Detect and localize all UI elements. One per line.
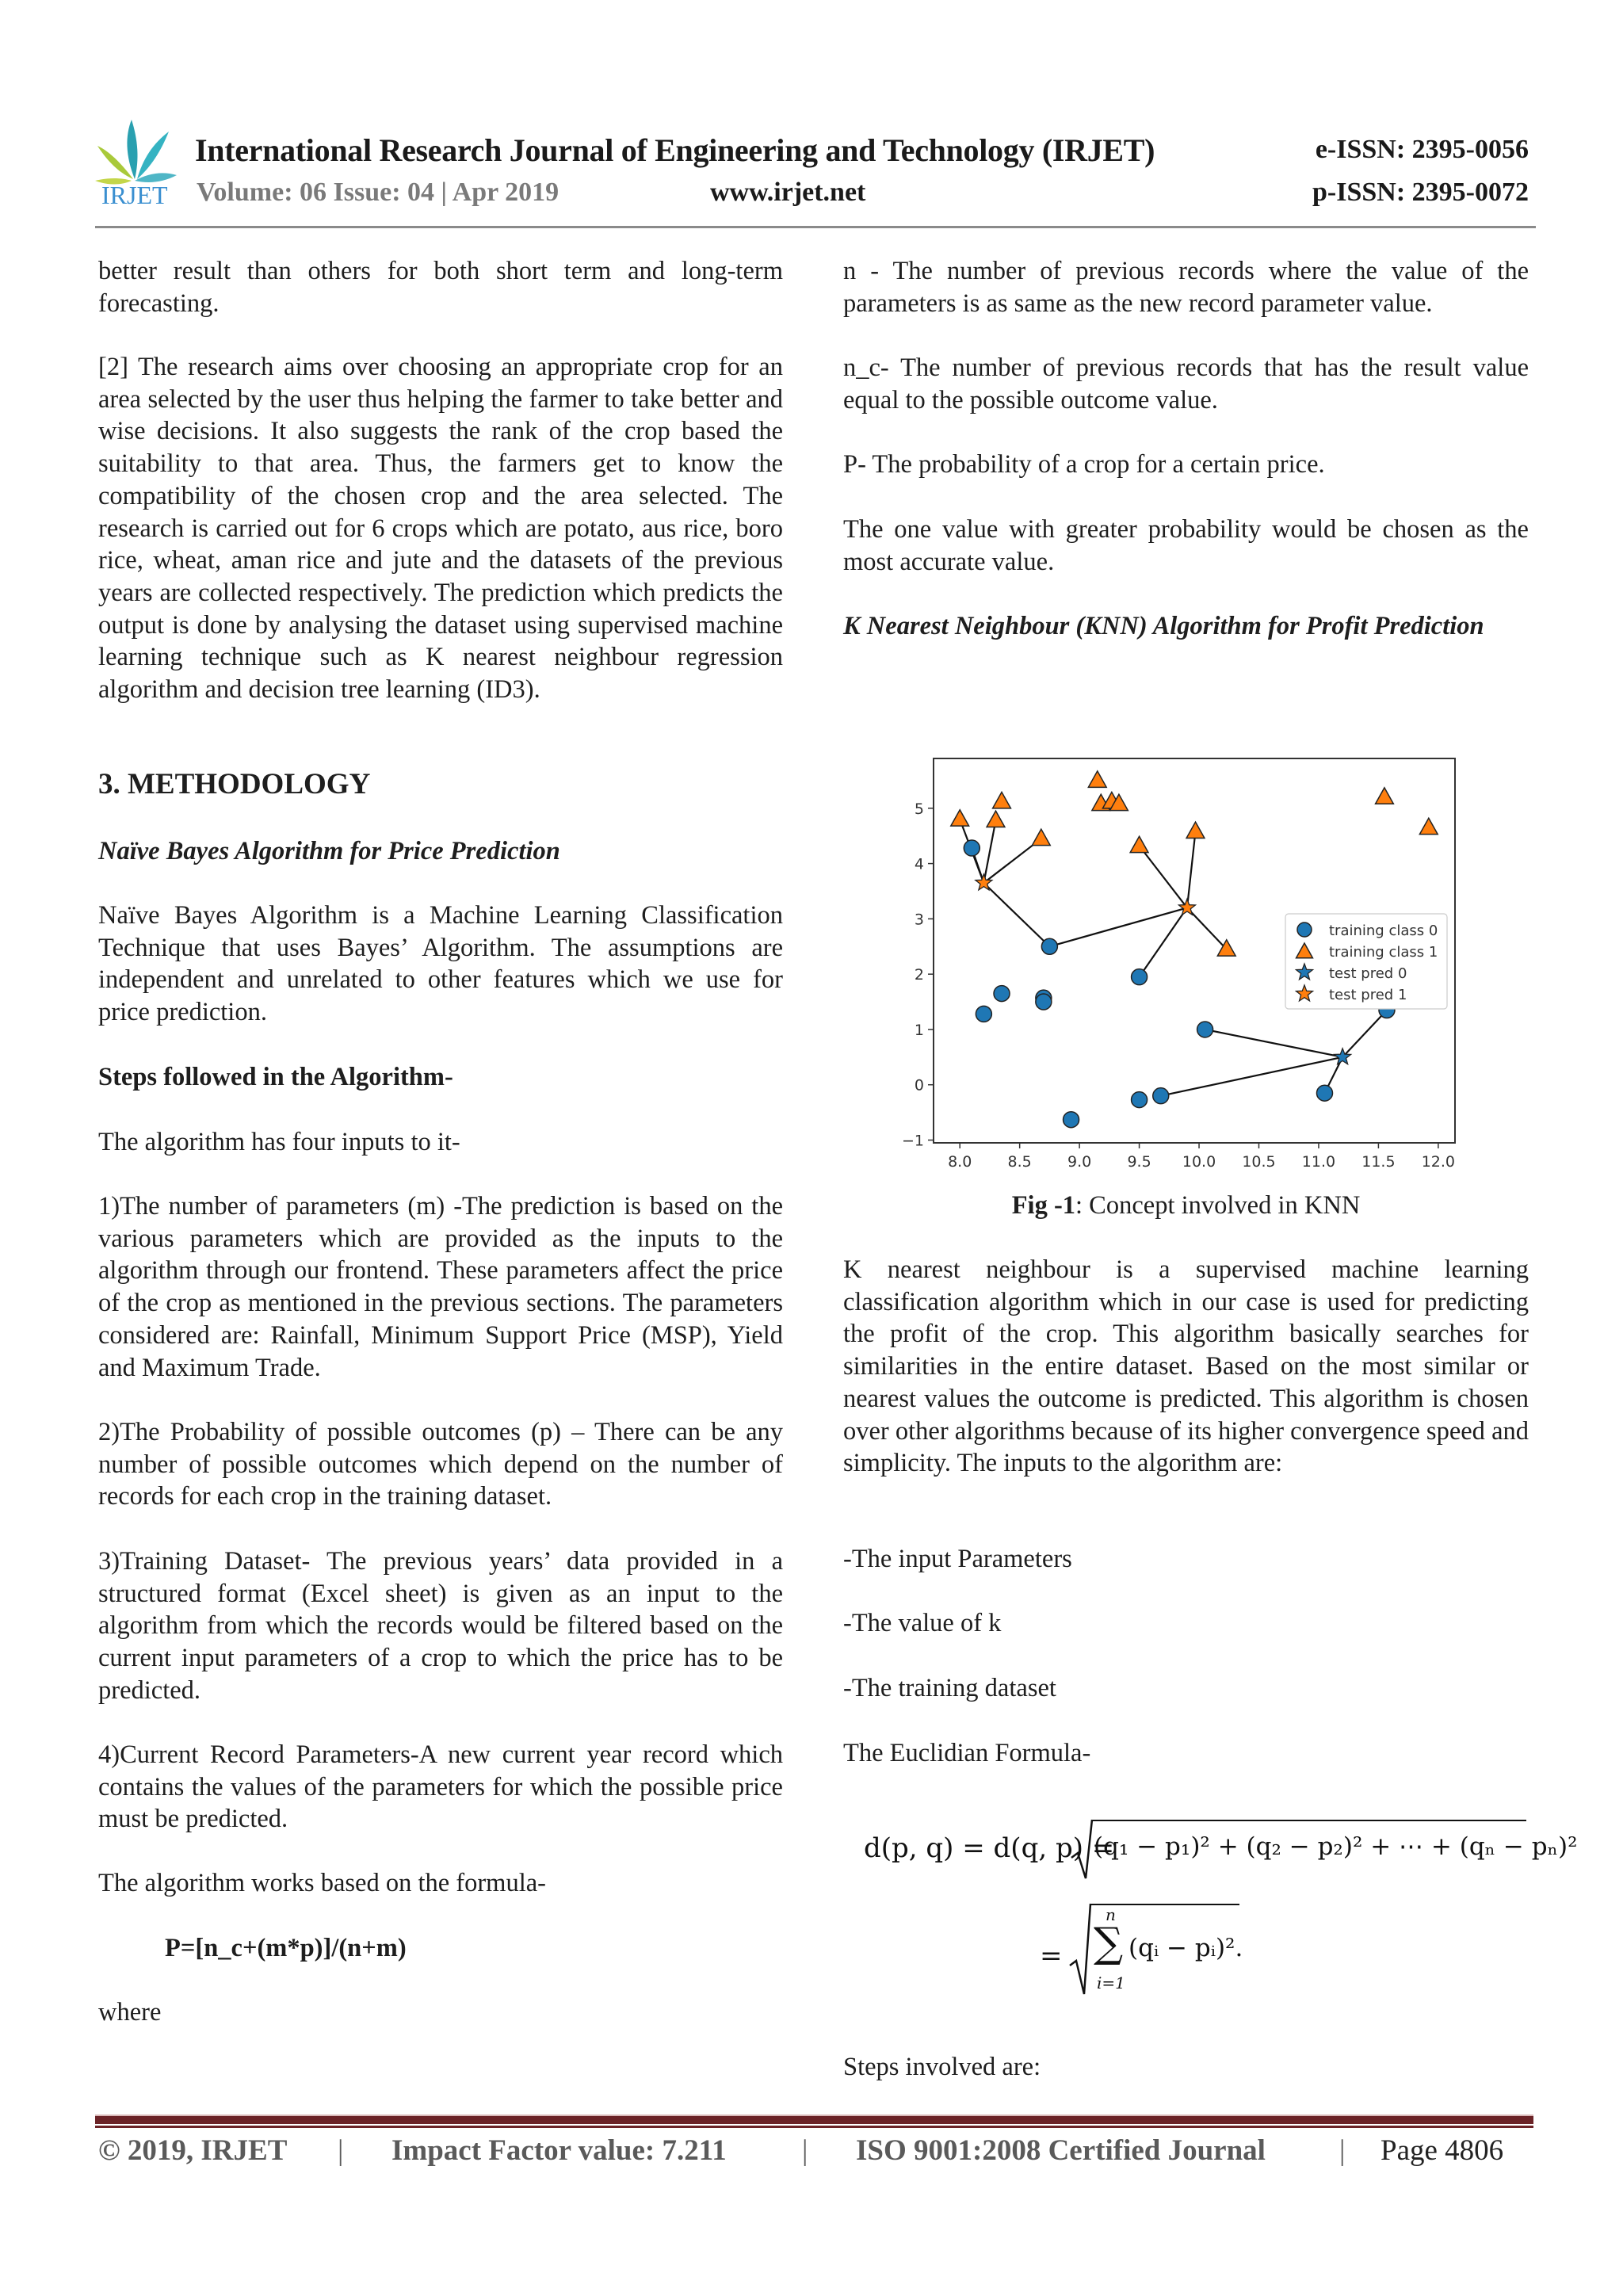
y-tick-label: 5 [914, 800, 924, 818]
paragraph: n - The number of previous records where the value of the parameters is as same as the new record parameter value. [843, 257, 1529, 318]
point-training-class-0 [1153, 1088, 1169, 1104]
footer-copyright: © 2019, IRJET [98, 2134, 288, 2167]
paragraph: The one value with greater probability would be chosen as the most accurate value. [843, 515, 1529, 576]
formula-sum-term: (qᵢ − pᵢ)². [1128, 1934, 1243, 1962]
list-item: -The training dataset [843, 1674, 1056, 1702]
formula-radicand: (q₁ − p₁)² + (q₂ − p₂)² + ⋯ + (qₙ − pₙ)² [1094, 1832, 1578, 1861]
radical-sign-icon [1068, 1902, 1092, 1997]
point-training-class-0 [1197, 1022, 1213, 1037]
paragraph: [2] The research aims over choosing an appropriate crop for an area selected by the user thus helping the farmer to take better and wise decisions. It also suggests the rank of the crop based the suitability to that area. Thus, the farmers get to know the compatibility of the chosen crop and the area selected. The research is carried out for 6 crops which are potato, aus rice, boro rice, wheat, aman rice and jute and the datasets of the previous years are collected respectively. The prediction which predicts the output is done by analysing the dataset using supervised machine learning technique such as K nearest neighbour regression algorithm and decision tree learning (ID3). [98, 353, 783, 705]
paragraph: P- The probability of a crop for a certain price. [843, 450, 1325, 479]
point-training-class-0 [976, 1006, 991, 1022]
logo-text: IRJET [101, 181, 168, 209]
volume-issue: Volume: 06 Issue: 04 | Apr 2019 [197, 178, 559, 207]
paragraph: better result than others for both short term and long-term forecasting. [98, 257, 783, 318]
point-training-class-0 [1041, 938, 1057, 954]
y-tick-label: 4 [914, 855, 924, 873]
y-tick-label: −1 [901, 1132, 924, 1150]
header-divider [95, 226, 1536, 228]
y-tick-label: 2 [914, 966, 924, 984]
website-link[interactable]: www.irjet.net [710, 178, 866, 207]
y-tick-label: 3 [914, 911, 924, 929]
point-training-class-0 [1132, 1092, 1148, 1108]
sum-upper-limit: n [1106, 1905, 1116, 1924]
legend-label: training class 1 [1329, 944, 1438, 961]
legend-marker [1297, 923, 1312, 937]
point-training-class-0 [994, 986, 1010, 1002]
paragraph: 3)Training Dataset- The previous years’ data provided in a structured format (Excel sheet) is given as an input to the algorithm from which the records would be filtered based on the current input parameters of a crop to which the price has to be predicted. [98, 1547, 783, 1705]
footer-divider [95, 2115, 1533, 2124]
paragraph: n_c- The number of previous records that has the result value equal to the possible outcome value. [843, 353, 1529, 415]
point-training-class-0 [1132, 969, 1148, 985]
paragraph: Steps involved are: [843, 2053, 1041, 2081]
x-tick-label: 9.5 [1127, 1153, 1151, 1171]
legend-label: test pred 0 [1329, 965, 1407, 982]
paragraph: The Euclidian Formula- [843, 1739, 1091, 1767]
figure-caption-text: : Concept involved in KNN [1075, 1191, 1361, 1220]
subheading: K Nearest Neighbour (KNN) Algorithm for Profit Prediction [843, 612, 1484, 640]
x-tick-label: 10.0 [1182, 1153, 1216, 1171]
footer-page-number: Page 4806 [1381, 2134, 1504, 2167]
footer-iso: ISO 9001:2008 Certified Journal [856, 2134, 1266, 2167]
footer-separator: | [1339, 2134, 1346, 2167]
formula-lhs: d(p, q) = d(q, p) = [864, 1832, 1115, 1864]
paragraph: where [98, 1998, 162, 2027]
legend-label: test pred 1 [1329, 987, 1407, 1003]
subheading: Naïve Bayes Algorithm for Price Prediction [98, 837, 560, 865]
legend-label: training class 0 [1329, 923, 1438, 939]
footer-divider-thin [95, 2126, 1533, 2128]
x-tick-label: 9.0 [1067, 1153, 1092, 1171]
paragraph: 1)The number of parameters (m) -The prediction is based on the various parameters which are provided as the inputs to the algorithm through our frontend. These parameters affect the price of the crop as mentioned in the previous sections. The parameters considered are: Rainfall, Minimum Support Price (MSP), Yield and Maximum Trade. [98, 1192, 783, 1382]
list-item: -The value of k [843, 1609, 1002, 1637]
paragraph: K nearest neighbour is a supervised machine learning classification algorithm which in our case is used for predicting the profit of the crop. This algorithm basically searches for similarities in the entire dataset. Based on the most similar or nearest values the outcome is predicted. This algorithm is chosen over other algorithms because of its higher convergence speed and simplicity. The inputs to the algorithm are: [843, 1255, 1529, 1478]
y-tick-label: 0 [914, 1076, 924, 1095]
e-issn: e-ISSN: 2395-0056 [1315, 135, 1529, 164]
y-tick-label: 1 [914, 1021, 924, 1039]
section-heading: 3. METHODOLOGY [98, 768, 371, 800]
journal-logo [94, 116, 181, 215]
x-tick-label: 10.5 [1242, 1153, 1276, 1171]
x-tick-label: 8.0 [948, 1153, 972, 1171]
euclidean-formula [864, 1815, 1578, 2013]
paragraph: The algorithm works based on the formula- [98, 1869, 546, 1897]
x-tick-label: 11.5 [1361, 1153, 1396, 1171]
point-training-class-0 [1064, 1112, 1079, 1128]
point-training-class-0 [1317, 1085, 1333, 1101]
price-formula: P=[n_c+(m*p)]/(n+m) [165, 1934, 407, 1962]
p-issn: p-ISSN: 2395-0072 [1312, 178, 1529, 207]
figure-label: Fig -1 [1011, 1191, 1076, 1220]
journal-title: International Research Journal of Engineering and Technology (IRJET) [195, 132, 1155, 168]
sum-lower-limit: i=1 [1097, 1973, 1125, 1992]
radical-sign-icon [1070, 1818, 1094, 1881]
knn-scatter-chart [872, 745, 1490, 1173]
summation-sign: ∑ [1094, 1920, 1124, 1967]
footer-separator: | [802, 2134, 808, 2167]
paragraph: Naïve Bayes Algorithm is a Machine Learning Classification Technique that uses Bayes’ Algorithm. The assumptions are independent and unrelated to other features which we use for price prediction. [98, 901, 783, 1027]
steps-heading: Steps followed in the Algorithm- [98, 1063, 453, 1091]
figure-caption [843, 1191, 1529, 1221]
x-tick-label: 11.0 [1301, 1153, 1336, 1171]
footer-separator: | [338, 2134, 344, 2167]
list-item: -The input Parameters [843, 1545, 1072, 1573]
footer-impact-factor: Impact Factor value: 7.211 [391, 2134, 727, 2167]
formula-equals: = [1040, 1940, 1063, 1972]
paragraph: 4)Current Record Parameters-A new current year record which contains the values of the parameters for which the possible price must be predicted. [98, 1740, 783, 1834]
paragraph: The algorithm has four inputs to it- [98, 1128, 460, 1156]
point-training-class-0 [1036, 994, 1052, 1010]
paragraph: 2)The Probability of possible outcomes (p) – There can be any number of possible outcomes which depend on the number of records for each crop in the training dataset. [98, 1418, 783, 1511]
x-tick-label: 8.5 [1007, 1153, 1032, 1171]
x-tick-label: 12.0 [1421, 1153, 1456, 1171]
point-training-class-0 [964, 840, 980, 856]
